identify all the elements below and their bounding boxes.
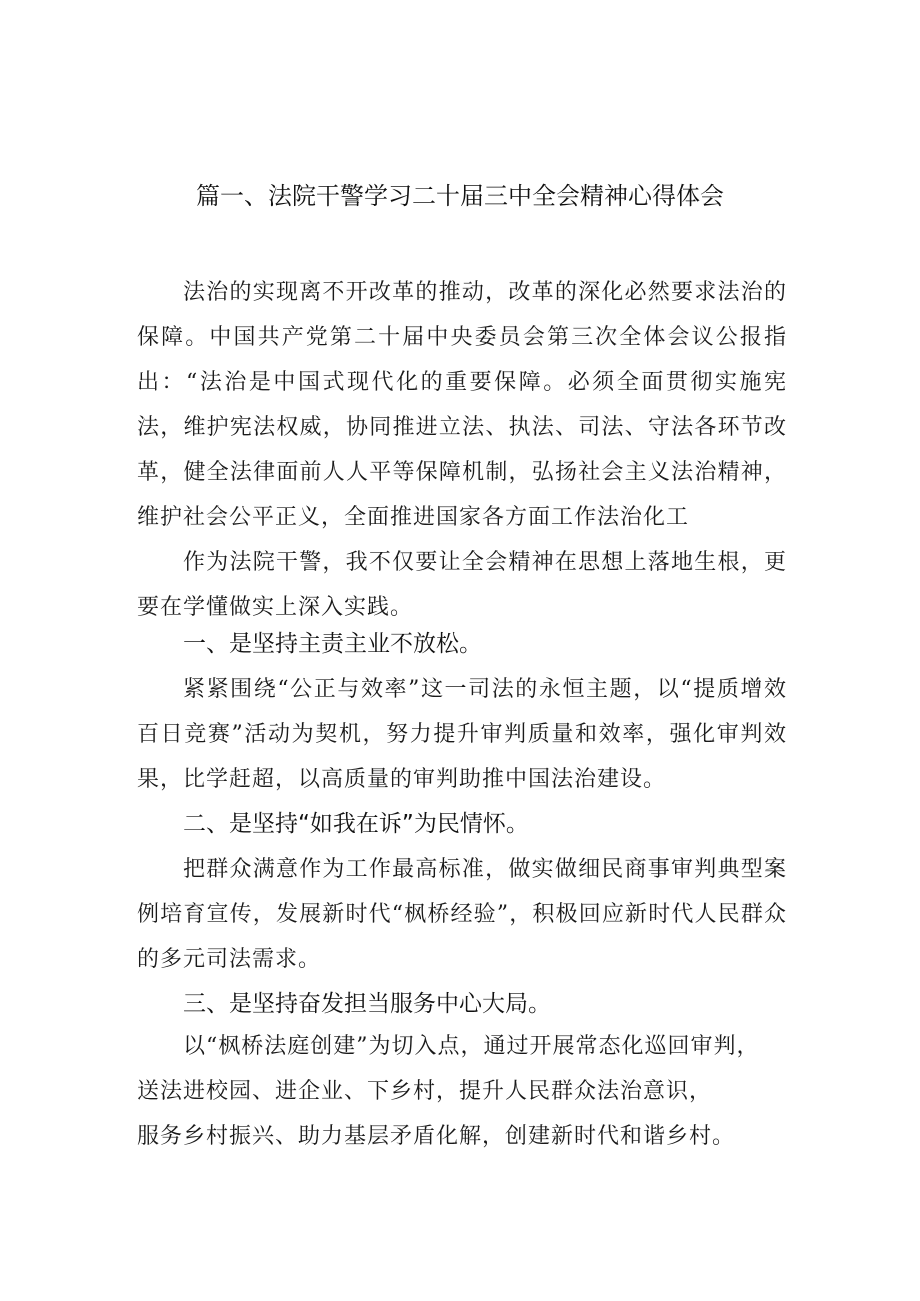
section-3-body-block xyxy=(137,1024,797,1159)
intro-paragraph: 法治的实现离不开改革的推动，改革的深化必然要求法治的保障。中国共产党第二十届中央委员会第三次全体会议公报指出：“法治是中国式现代化的重要保障。必须全面贯彻实施宪法，维护宪法权威，协同推进立法、执法、司法、守法各环节改革，健全法律面前人人平等保障机制，弘扬社会主义法治精神，维护社会公平正义，全面推进国家各方面工作法治化工 xyxy=(137,280,787,530)
section-3-heading: 三、是坚持奋发担当服务中心大局。 xyxy=(183,991,551,1017)
section-3-body-line-1: 以“枫桥法庭创建”为切入点，通过开展常态化巡回审判， xyxy=(183,1034,760,1059)
second-paragraph: 作为法院干警，我不仅要让全会精神在思想上落地生根，更要在学懂做实上深入实践。 xyxy=(137,550,787,620)
section-3-body-line-2: 送法进校园、进企业、下乡村，提升人民群众法治意识， xyxy=(137,1079,713,1104)
section-2-body-block xyxy=(137,847,787,982)
section-1-body-block xyxy=(137,667,787,802)
section-3-body-line-3: 服务乡村振兴、助力基层矛盾化解，创建新时代和谐乡村。 xyxy=(137,1124,736,1149)
section-1-heading: 一、是坚持主责主业不放松。 xyxy=(183,631,482,657)
second-paragraph-block xyxy=(137,540,787,630)
section-2-body: 把群众满意作为工作最高标准，做实做细民商事审判典型案例培育宣传，发展新时代“枫桥经验”，积极回应新时代人民群众的多元司法需求。 xyxy=(137,857,787,972)
intro-paragraph-block xyxy=(137,270,787,540)
section-1-body: 紧紧围绕“公正与效率”这一司法的永恒主题，以“提质增效百日竞赛”活动为契机，努力提升审判质量和效率，强化审判效果，比学赶超，以高质量的审判助推中国法治建设。 xyxy=(137,677,787,792)
section-2-heading: 二、是坚持“如我在诉”为民情怀。 xyxy=(183,811,529,837)
document-title: 篇一、法院干警学习二十届三中全会精神心得体会 xyxy=(196,182,724,210)
